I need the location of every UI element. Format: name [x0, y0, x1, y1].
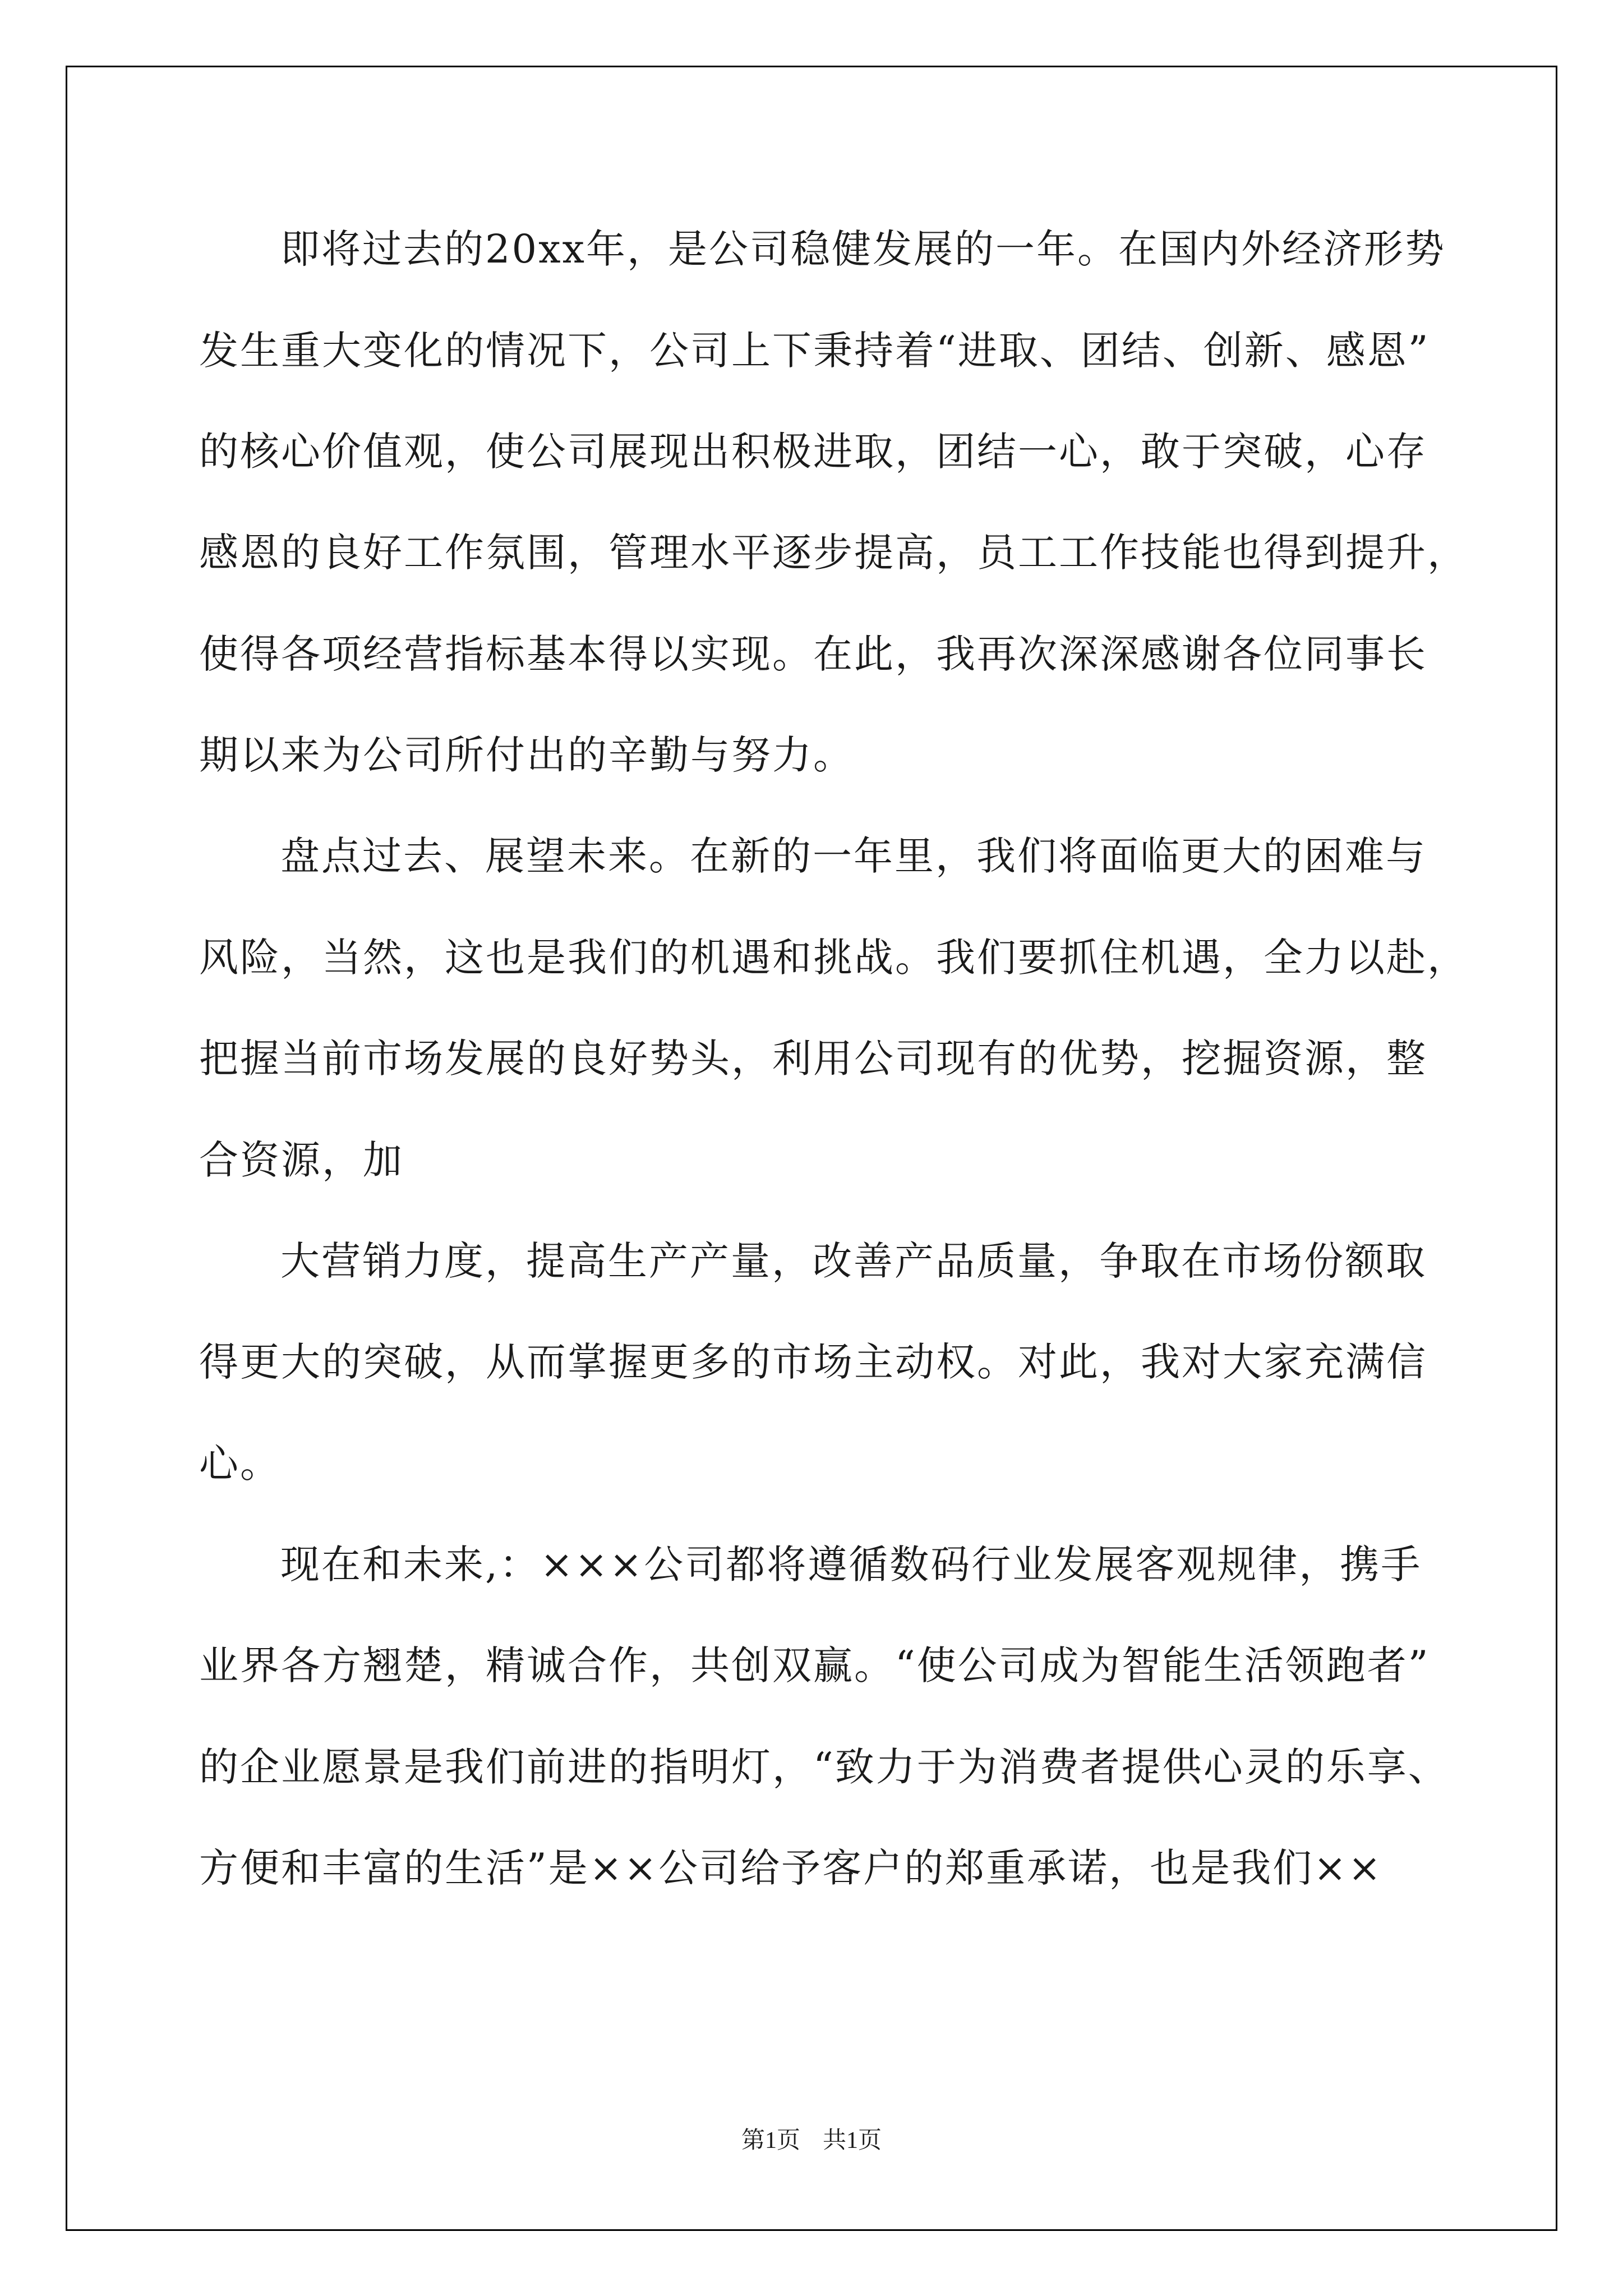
paragraph-1-line-5: 使得各项经营指标基本得以实现。在此，我再次深深感谢各位同事长 [199, 631, 1427, 677]
page-total: 共1页 [823, 2128, 882, 2154]
paragraph-2-line-4: 合资源，加 [199, 1137, 404, 1183]
paragraph-3-line-1: 大营销力度，提高生产产量，改善产品质量，争取在市场份额取 [280, 1238, 1427, 1284]
paragraph-1-line-1: 即将过去的20xx年，是公司稳健发展的一年。在国内外经济形势 [280, 226, 1446, 272]
paragraph-2-line-3: 把握当前市场发展的良好势头，利用公司现有的优势，挖掘资源，整 [199, 1036, 1427, 1082]
paragraph-2-line-1: 盘点过去、展望未来。在新的一年里，我们将面临更大的困难与 [280, 833, 1427, 879]
paragraph-4-line-4: 方便和丰富的生活”是××公司给予客户的郑重承诺，也是我们×× [199, 1845, 1383, 1891]
page-number: 第1页 [741, 2128, 800, 2154]
paragraph-4-line-1: 现在和未来,：×××公司都将遵循数码行业发展客观规律，携手 [280, 1542, 1422, 1588]
paragraph-1-line-6: 期以来为公司所付出的辛勤与努力。 [199, 732, 854, 778]
paragraph-1-line-2: 发生重大变化的情况下，公司上下秉持着“进取、团结、创新、感恩” [199, 328, 1430, 374]
paragraph-1-line-3: 的核心价值观，使公司展现出积极进取，团结一心，敢于突破，心存 [199, 429, 1427, 475]
paragraph-3-line-3: 心。 [199, 1441, 281, 1487]
paragraph-2-line-2: 风险，当然，这也是我们的机遇和挑战。我们要抓住机遇，全力以赴， [199, 935, 1468, 981]
paragraph-3-line-2: 得更大的突破，从而掌握更多的市场主动权。对此，我对大家充满信 [199, 1339, 1427, 1385]
paragraph-4-line-2: 业界各方翘楚，精诚合作，共创双赢。“使公司成为智能生活领跑者” [199, 1642, 1430, 1688]
paragraph-1-line-4: 感恩的良好工作氛围，管理水平逐步提高，员工工作技能也得到提升， [199, 530, 1468, 576]
page-footer [0, 2122, 1623, 2155]
paragraph-4-line-3: 的企业愿景是我们前进的指明灯，“致力于为消费者提供心灵的乐享、 [199, 1744, 1449, 1790]
